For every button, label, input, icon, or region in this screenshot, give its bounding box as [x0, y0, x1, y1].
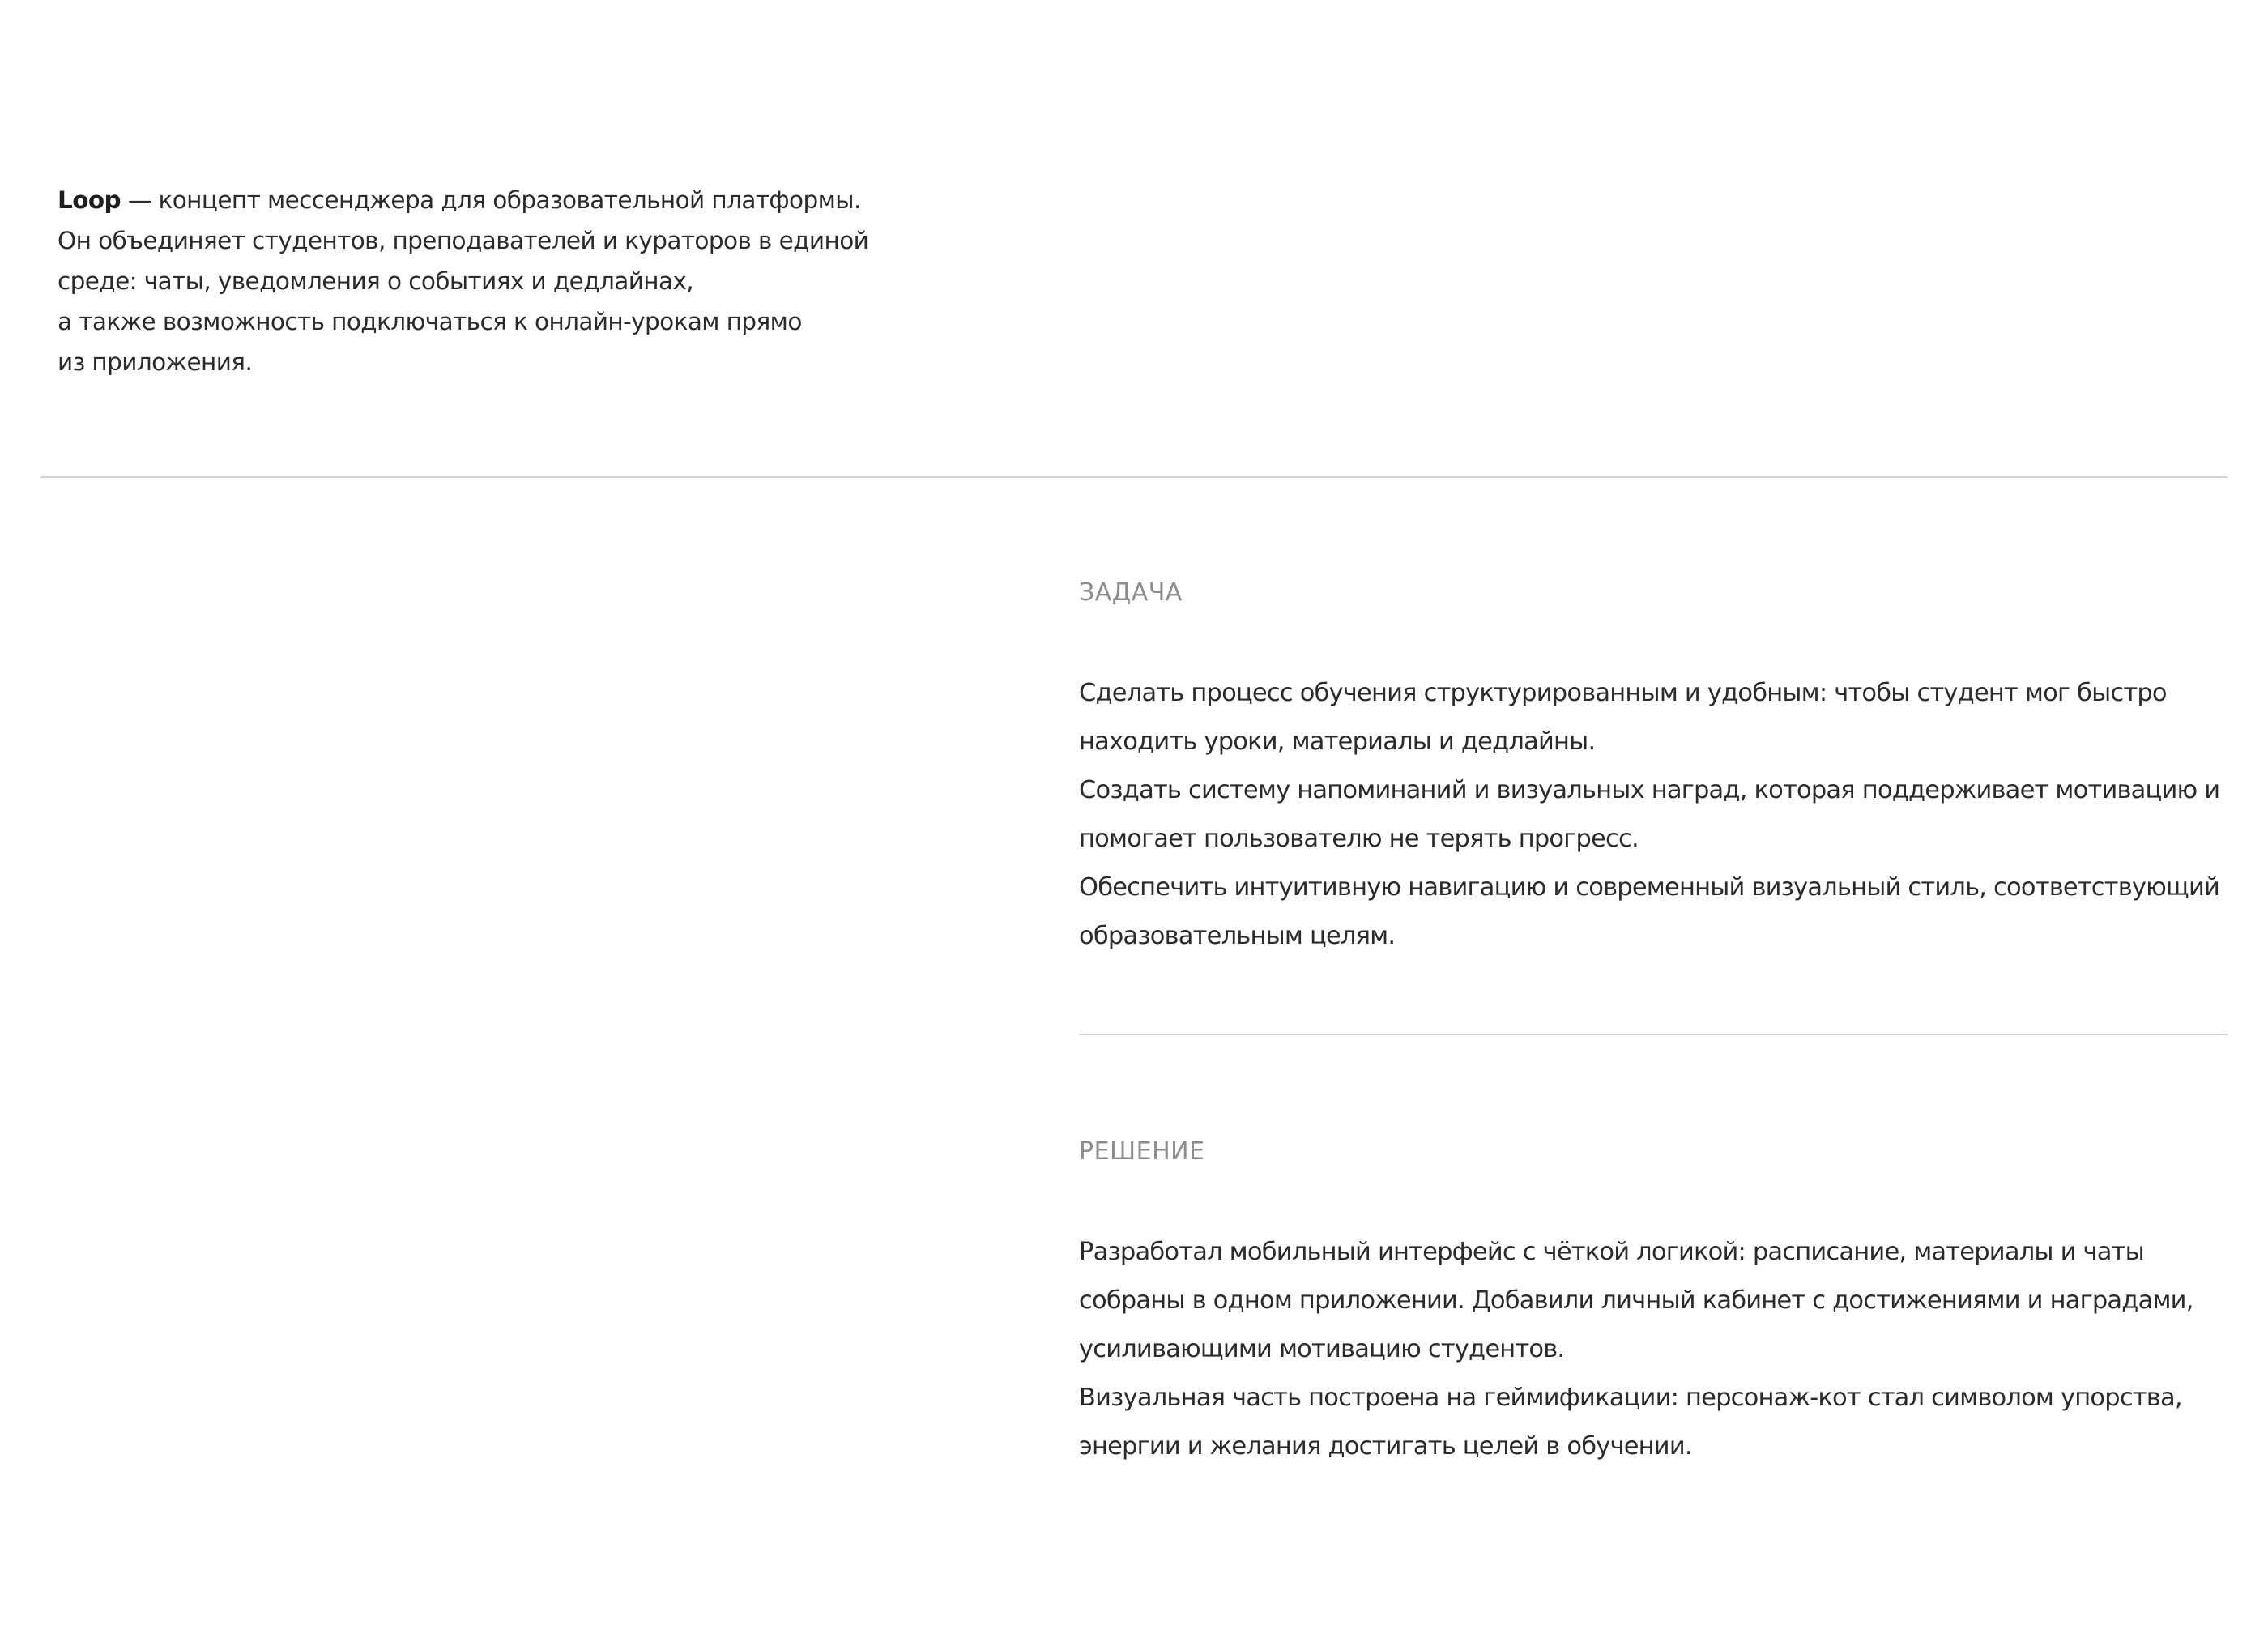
intro-line: Он объединяет студентов, преподавателей и кураторов в единой: [58, 227, 869, 254]
solution-line: Разработал мобильный интерфейс с чёткой логикой: расписание, материалы и чаты: [1079, 1238, 2144, 1266]
task-line: находить уроки, материалы и дедлайны.: [1079, 727, 1596, 756]
intro-line-text: — концепт мессенджера для образовательной платформы.: [121, 186, 861, 214]
solution-heading: РЕШЕНИЕ: [1079, 1137, 1205, 1166]
intro-line: среде: чаты, уведомления о событиях и дедлайнах,: [58, 267, 694, 295]
solution-line: усиливающими мотивацию студентов.: [1079, 1335, 1565, 1363]
solution-line: энергии и желания достигать целей в обучении.: [1079, 1432, 1692, 1461]
task-heading: ЗАДАЧА: [1079, 578, 1183, 607]
task-line: помогает пользователю не терять прогресс.: [1079, 825, 1639, 853]
task-section: [1079, 577, 2219, 961]
task-line: Обеспечить интуитивную навигацию и современный визуальный стиль, соответствующий: [1079, 873, 2220, 902]
task-line: Сделать процесс обучения структурированным и удобным: чтобы студент мог быстро: [1079, 679, 2167, 707]
solution-description: [1079, 1228, 2193, 1471]
intro-line: а также возможность подключаться к онлайн-урокам прямо: [58, 308, 802, 335]
project-name: Loop: [58, 186, 122, 214]
section-divider: [40, 476, 2228, 478]
project-intro: [58, 180, 868, 382]
solution-section: [1079, 1136, 2193, 1471]
intro-line: из приложения.: [58, 348, 253, 376]
solution-line: собраны в одном приложении. Добавили личный кабинет с достижениями и наградами,: [1079, 1286, 2193, 1315]
task-line: Создать систему напоминаний и визуальных наград, которая поддерживает мотивацию и: [1079, 776, 2220, 804]
section-divider: [1079, 1034, 2228, 1035]
task-line: образовательным целям.: [1079, 922, 1396, 950]
intro-line: [58, 180, 868, 220]
solution-line: Визуальная часть построена на геймификации: персонаж-кот стал символом упорства,: [1079, 1384, 2182, 1412]
task-description: [1079, 669, 2219, 961]
